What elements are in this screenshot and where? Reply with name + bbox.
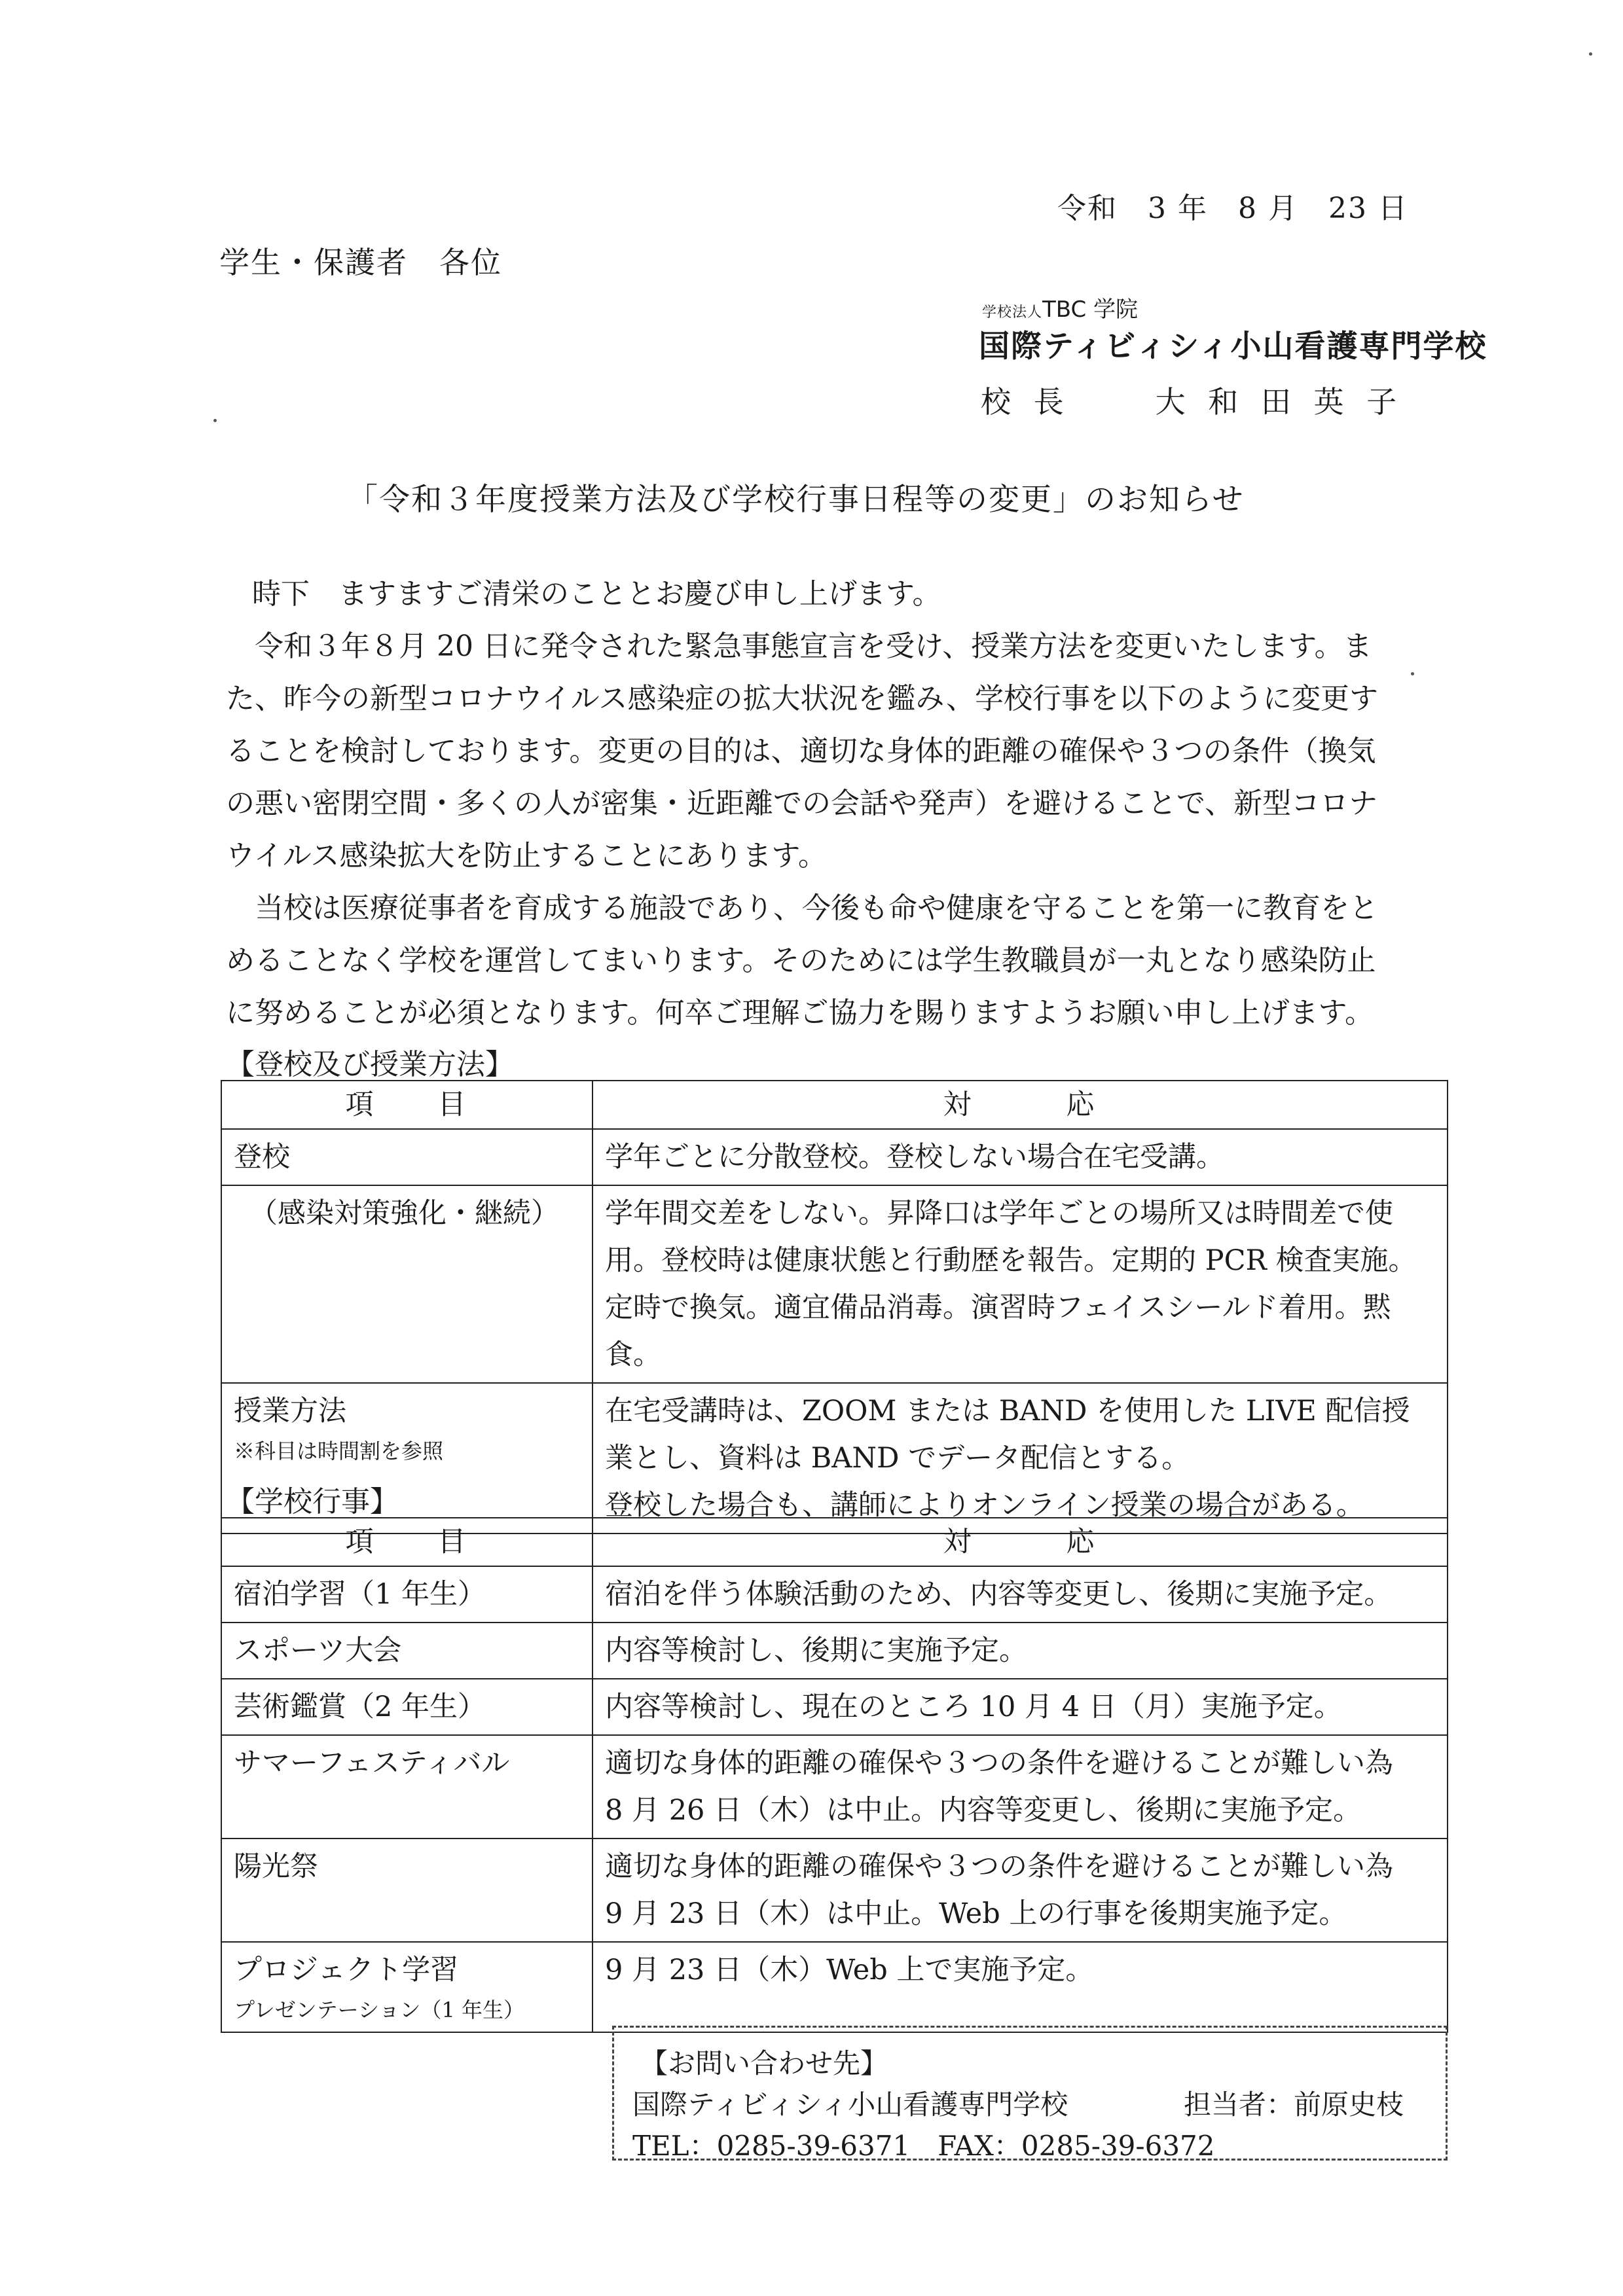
section-label-classes: 【登校及び授業方法】 [226,1048,514,1081]
body-paragraph-greeting: 時下 ますますご清栄のこととお慶び申し上げます。 [252,577,941,611]
row-item [221,1942,593,2032]
row-item: スポーツ大会 [221,1623,593,1679]
addressee: 学生・保護者 各位 [219,245,502,280]
corporation-name [982,291,1138,323]
row-response-text: 在宅受講時は、ZOOM または BAND を使用した LIVE 配信授業とし、資料は BAND でデータ配信とする。 [605,1395,1410,1475]
principal [981,378,1403,422]
row-response [593,1839,1448,1942]
table-row [221,1185,1448,1383]
row-response: 内容等検討し、現在のところ 10 月 4 日（月）実施予定。 [593,1679,1448,1735]
body-paragraph-policy: 当校は医療従事者を育成する施設であり、今後も命や健康を守ることを第一に教育をとめることなく学校を運営してまいります。そのためには学生教職員が一丸となり感染防止に努めることが必須となります。何卒ご理解ご協力を賜りますようお願い申し上げます。 [226,891,1378,1030]
row-response-text-2: 9 月 23 日（木）は中止。Web 上の行事を後期実施予定。 [605,1897,1347,1930]
principal-title: 校 長 [981,384,1070,420]
scan-speck [213,419,217,422]
table-row [221,1566,1448,1623]
document-date: 令和 3 年 8 月 23 日 [1057,192,1408,225]
row-response: 9 月 23 日（木）Web 上で実施予定。 [593,1942,1448,2032]
page-title: 「令和３年度授業方法及び学校行事日程等の変更」のお知らせ [347,482,1245,518]
row-response-text-2: 登校した場合も、講師によりオンライン授業の場合がある。 [605,1489,1364,1522]
section-label-events: 【学校行事】 [226,1485,399,1518]
header-item: 項 目 [221,1518,593,1566]
row-response [593,1735,1448,1839]
contact-label: 【お問い合わせ先】 [640,2047,888,2079]
row-item: サマーフェスティバル [221,1735,593,1839]
header-response: 対 応 [593,1518,1448,1566]
events-table [221,1517,1448,2033]
contact-tel-fax: TEL：0285-39-6371 FAX：0285-39-6372 [632,2130,1215,2162]
corporation-title: TBC 学院 [1042,296,1139,323]
row-response-text: 適切な身体的距離の確保や３つの条件を避けることが難しい為 [605,1747,1393,1780]
corporation-type: 学校法人 [982,304,1043,321]
contact-person: 担当者：前原史枝 [1184,2089,1404,2121]
header-response: 対 応 [593,1081,1448,1129]
header-item: 項 目 [221,1081,593,1129]
table-row [221,1383,1448,1534]
body-text [226,568,1391,1039]
row-response: 学年ごとに分散登校。登校しない場合在宅受講。 [593,1129,1448,1185]
row-item: 登校 [221,1129,593,1185]
table-row [221,1735,1448,1839]
table-row [221,1623,1448,1679]
scan-speck [1411,672,1414,675]
row-item: 宿泊学習（1 年生） [221,1566,593,1623]
row-item-text: プロジェクト学習 [234,1954,459,1986]
contact-box [612,2026,1448,2161]
scan-speck [1589,52,1592,56]
contact-school: 国際ティビィシィ小山看護専門学校 [632,2089,1068,2121]
row-item: 陽光祭 [221,1839,593,1942]
row-item-text: （感染対策強化・継続） [249,1197,559,1230]
table-header-row [221,1518,1448,1566]
table-header-row [221,1081,1448,1129]
row-response-text-2: 8 月 26 日（木）は中止。内容等変更し、後期に実施予定。 [605,1794,1362,1827]
table-row [221,1942,1448,2032]
row-response-text: 適切な身体的距離の確保や３つの条件を避けることが難しい為 [605,1850,1393,1883]
row-item-note: プレゼンテーション（1 年生） [234,1998,524,2022]
table-row [221,1679,1448,1735]
row-item: 芸術鑑賞（2 年生） [221,1679,593,1735]
table-row [221,1129,1448,1185]
row-item-text: 授業方法 [234,1395,346,1427]
row-item [221,1185,593,1383]
row-response: 内容等検討し、後期に実施予定。 [593,1623,1448,1679]
row-response [593,1383,1448,1534]
principal-name: 大 和 田 英 子 [1155,384,1404,420]
row-response: 宿泊を伴う体験活動のため、内容等変更し、後期に実施予定。 [593,1566,1448,1623]
table-row [221,1839,1448,1942]
classes-table [221,1080,1448,1534]
row-response: 学年間交差をしない。昇降口は学年ごとの場所又は時間差で使用。登校時は健康状態と行動歴を報告。定期的 PCR 検査実施。定時で換気。適宜備品消毒。演習時フェイスシールド着用。黙食。 [593,1185,1448,1383]
body-paragraph-purpose: 令和３年８月 20 日に発令された緊急事態宣言を受け、授業方法を変更いたします。また、昨今の新型コロナウイルス感染症の拡大状況を鑑み、学校行事を以下のように変更することを検討しております。変更の目的は、適切な身体的距離の確保や３つの条件（換気の悪い密閉空間・多くの人が密集・近距離での会話や発声）を避けることで、新型コロナウイルス感染拡大を防止することにあります。 [226,630,1378,872]
row-item-note: ※科目は時間割を参照 [234,1439,444,1463]
school-name: 国際ティビィシィ小山看護専門学校 [979,329,1487,365]
